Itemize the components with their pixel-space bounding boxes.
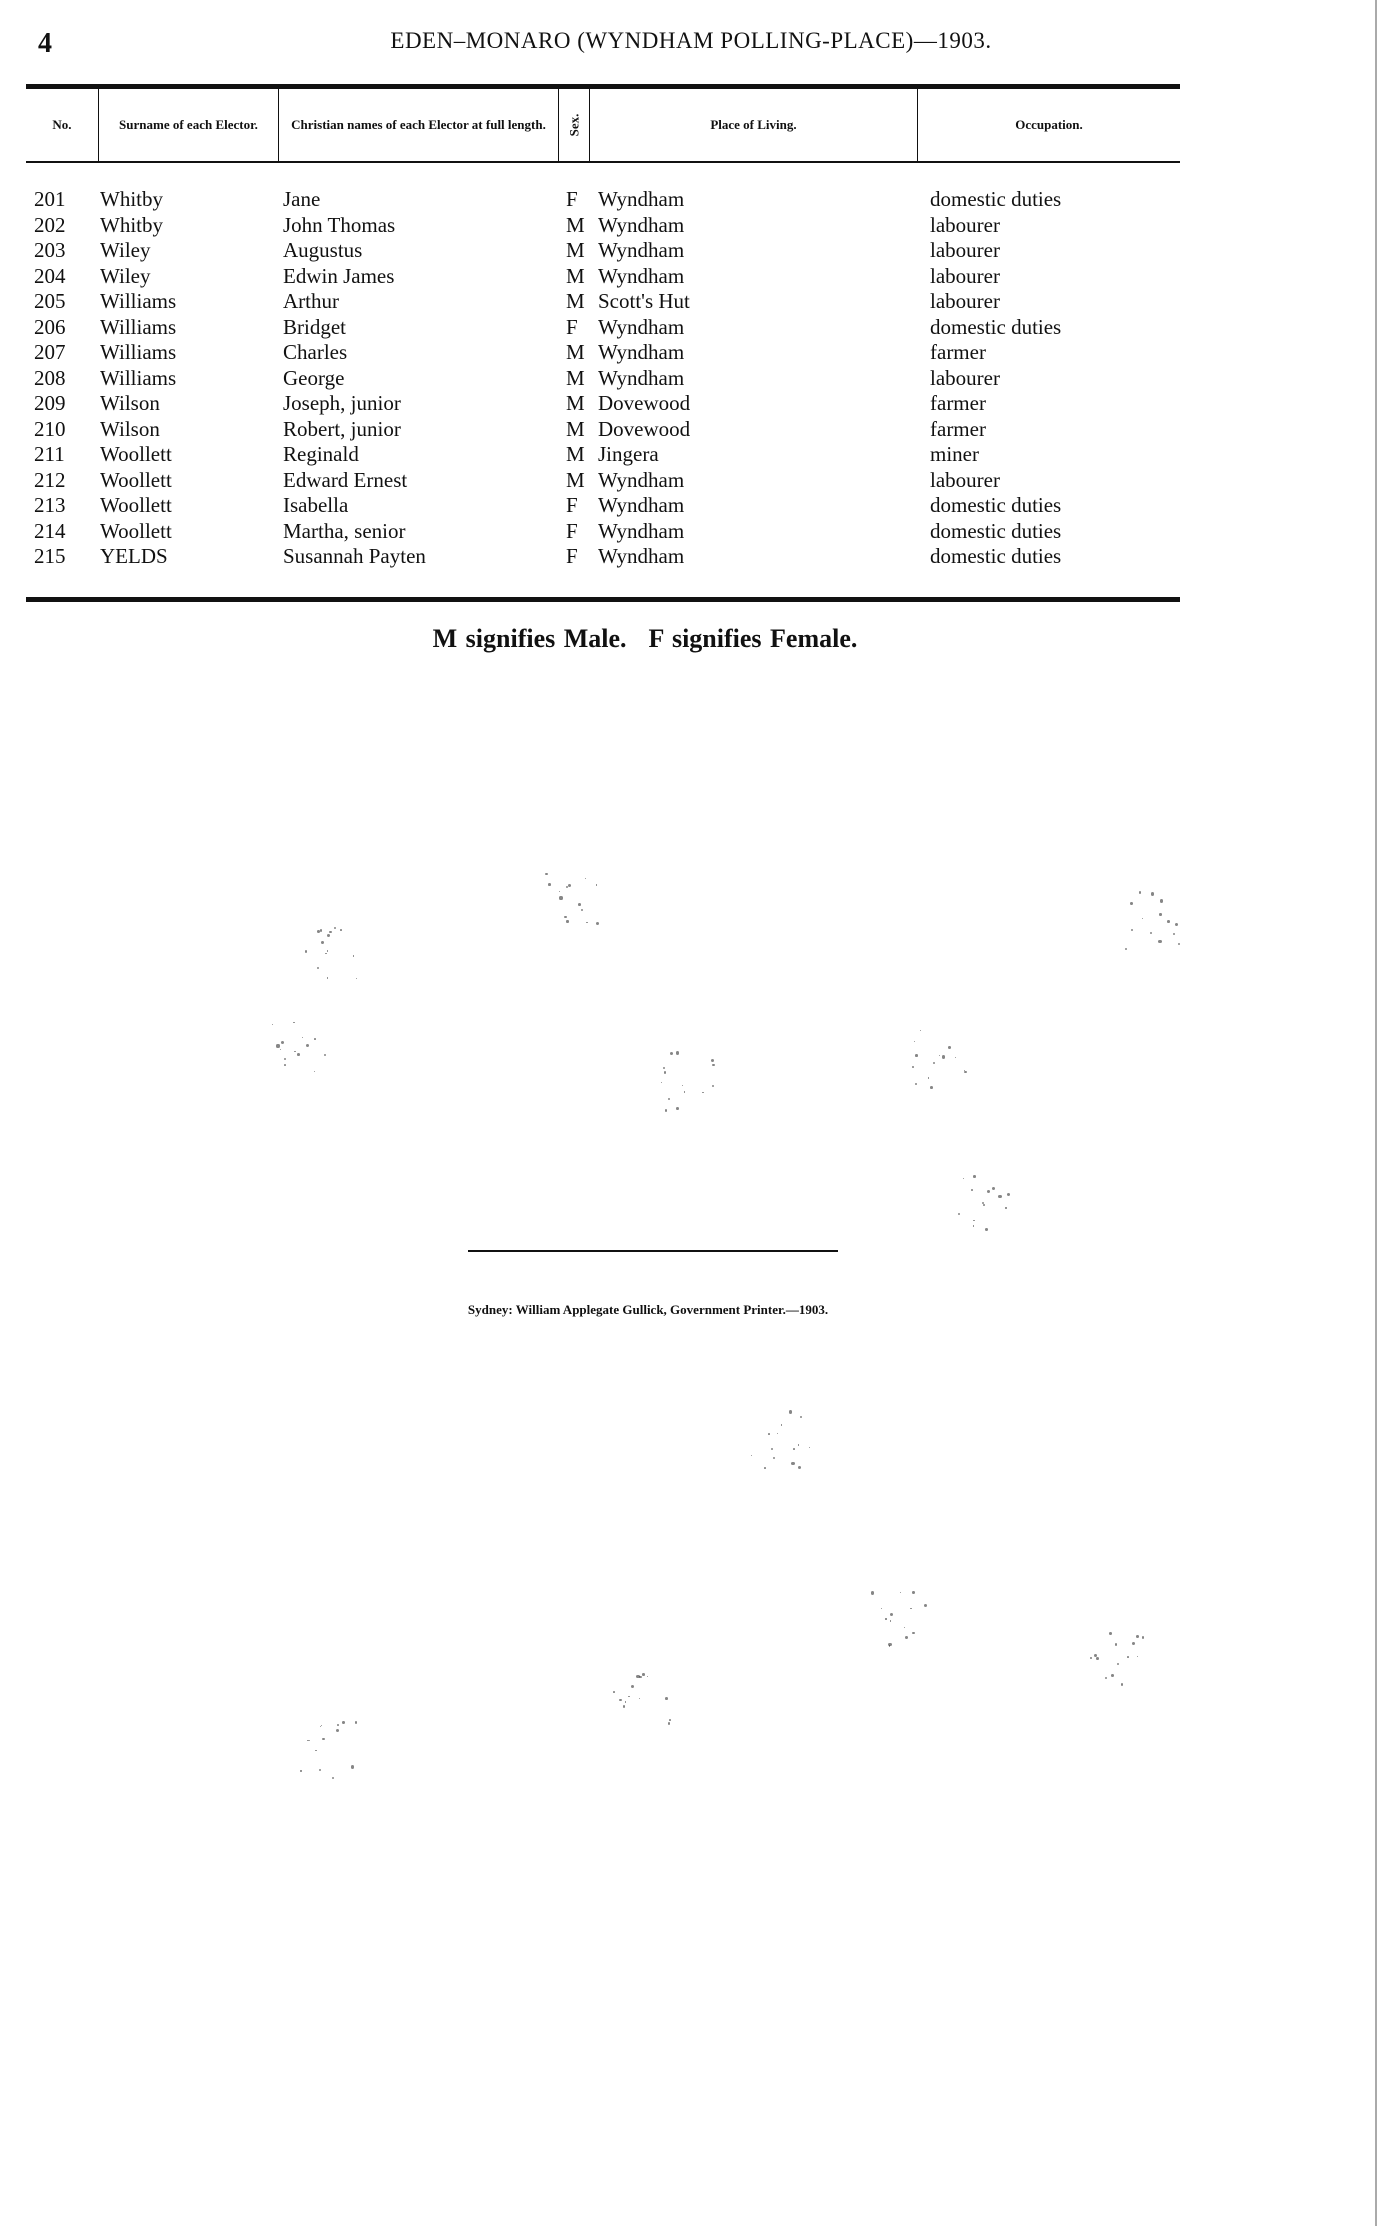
cell-christian: Martha, senior [283,518,406,543]
scan-speck [912,1591,915,1594]
scan-speck [336,1729,339,1732]
scan-speck [317,967,319,969]
cell-no: 207 [34,340,66,364]
cell-occupation: farmer [930,416,986,441]
scan-speck [1005,1207,1006,1208]
scan-speck [668,1098,670,1100]
scan-speck [596,884,597,885]
scan-speck [777,1433,778,1434]
scan-speck [791,1462,794,1465]
scan-speck [1090,1657,1092,1659]
cell-surname: Williams [100,365,177,390]
cell-christian: Augustus [283,238,363,262]
scan-speck [1158,940,1161,943]
scan-speck [912,1632,914,1634]
cell-no: 210 [34,416,66,441]
scan-speck [1175,923,1178,926]
scan-speck [973,1220,974,1221]
scan-speck [1173,933,1175,935]
scan-speck [914,1041,915,1042]
scan-speck [1094,1654,1097,1657]
cell-place: Jingera [598,442,659,466]
scan-speck [669,1719,671,1721]
scan-speck [351,1765,354,1768]
scan-speck [910,1608,911,1609]
scan-speck [1178,943,1180,945]
scan-speck [293,1022,295,1024]
scan-speck [566,920,568,922]
scan-speck [340,929,342,931]
cell-surname: Williams [100,340,177,364]
scan-speck [327,977,328,978]
cell-surname: Wiley [100,263,151,288]
cell-occupation: domestic duties [930,187,1062,211]
scan-speck [964,1071,966,1073]
scan-speck [1125,948,1127,950]
scan-speck [613,1691,615,1693]
scan-speck [684,1091,686,1093]
scan-speck [1160,899,1163,902]
cell-christian: Susannah Payten [283,544,426,568]
scan-speck [871,1591,874,1594]
scan-speck [963,1178,964,1179]
scan-speck [647,1676,648,1677]
cell-christian: George [283,365,345,390]
cell-christian: Edward Ernest [283,467,408,492]
page-title: EDEN–MONARO (WYNDHAM POLLING-PLACE)—1903. [390,28,992,53]
scan-speck [314,1071,315,1072]
cell-occupation: labourer [930,263,1000,288]
scan-speck [712,1064,715,1067]
cell-sex: M [566,289,585,313]
cell-place: Wyndham [598,544,685,568]
scan-speck [771,1448,773,1450]
cell-occupation: labourer [930,467,1000,492]
cell-sex: M [566,365,585,390]
scan-speck [912,1066,914,1068]
cell-place: Wyndham [598,187,685,211]
cell-surname: Williams [100,314,177,339]
cell-place: Wyndham [598,365,685,390]
scan-speck [642,1673,645,1676]
scan-speck [1150,932,1152,934]
scan-speck [284,1064,286,1066]
scan-speck [890,1620,891,1621]
cell-no: 201 [34,187,66,211]
cell-surname: Woollett [100,518,172,543]
cell-no: 209 [34,391,66,415]
cell-surname: Whitby [100,212,163,237]
scan-speck [924,1604,927,1607]
imprint-rule [468,1250,838,1252]
scan-speck [702,1092,703,1093]
scan-speck [559,891,560,892]
scan-speck [356,978,357,979]
scan-speck [324,1054,326,1056]
table-header [26,84,1180,163]
cell-place: Wyndham [598,493,685,517]
scan-speck [321,1725,322,1726]
scan-speck [639,1698,640,1699]
cell-place: Wyndham [598,518,685,543]
scan-speck [768,1433,770,1435]
scan-speck [904,1627,906,1629]
scan-speck [987,1190,990,1193]
cell-surname: Woollett [100,493,172,517]
scan-speck [586,922,588,924]
cell-surname: Wiley [100,238,151,262]
scan-speck [320,1726,321,1727]
scan-speck [800,1416,802,1418]
scan-speck [663,1067,665,1069]
scan-speck [798,1466,801,1469]
page-number: 4 [38,28,52,59]
cell-occupation: farmer [930,340,986,364]
cell-place: Wyndham [598,314,685,339]
cell-place: Scott's Hut [598,289,690,313]
cell-place: Dovewood [598,391,691,415]
scan-speck [1151,892,1154,895]
scan-speck [668,1722,671,1725]
scan-speck [1139,891,1141,893]
scan-speck [773,1457,775,1459]
legend-female: F signifies Female. [648,624,858,653]
scan-speck [682,1085,683,1086]
scan-speck [639,1676,642,1679]
scan-speck [319,1769,321,1771]
scan-speck [939,1055,940,1056]
cell-no: 204 [34,263,66,288]
cell-surname: Woollett [100,467,172,492]
cell-sex: M [566,467,585,492]
cell-sex: F [566,544,578,568]
cell-sex: M [566,416,585,441]
scan-speck [973,1225,974,1226]
scan-speck [664,1071,666,1073]
cell-sex: M [566,442,585,466]
scan-speck [676,1051,679,1054]
cell-place: Wyndham [598,340,685,364]
scan-speck [1167,920,1170,923]
cell-no: 214 [34,518,66,543]
cell-sex: F [566,314,578,339]
scan-speck [798,1444,799,1445]
scan-speck [325,953,326,954]
scan-speck [973,1175,976,1178]
scan-speck [661,1082,662,1083]
scan-speck [881,1608,882,1609]
scan-speck [306,1044,309,1047]
scan-speck [320,929,322,931]
cell-occupation: domestic duties [930,544,1062,568]
scan-speck [998,1195,1001,1198]
header-sex-label: Sex. [566,113,581,137]
scan-speck [272,1024,274,1026]
scan-speck [625,1701,627,1703]
scan-speck [1159,913,1161,915]
scan-speck [670,1052,673,1055]
legend-male: M signifies Male. [432,624,627,653]
scan-speck [353,955,354,956]
cell-occupation: miner [930,442,979,466]
cell-surname: Wilson [100,391,160,415]
cell-christian: Jane [283,187,321,211]
scan-speck [334,927,336,929]
scan-speck [564,916,567,919]
header-no: No. [26,89,99,161]
scan-speck [933,1062,935,1064]
scan-speck [322,1738,325,1741]
printer-imprint: Sydney: William Applegate Gullick, Government Printer.—1903. [467,1302,829,1317]
scan-speck [1007,1193,1010,1196]
scan-edge [1375,0,1377,2226]
cell-place: Wyndham [598,212,685,237]
cell-place: Wyndham [598,238,685,262]
cell-occupation: domestic duties [930,314,1062,339]
scan-speck [809,1447,810,1448]
scan-speck [284,1058,286,1060]
scan-speck [1131,929,1133,931]
table-bottom-rule [26,597,1180,602]
cell-no: 211 [34,442,65,466]
cell-sex: M [566,391,585,415]
scan-speck [928,1077,930,1079]
scan-speck [793,1448,795,1450]
cell-occupation: farmer [930,391,986,415]
scan-speck [751,1455,752,1456]
cell-surname: Whitby [100,187,163,211]
cell-christian: John Thomas [283,212,396,237]
cell-christian: Joseph, junior [283,391,401,415]
cell-surname: Williams [100,289,177,313]
scan-speck [619,1699,621,1701]
scan-speck [596,922,599,925]
scan-speck [885,1618,886,1619]
scan-speck [983,1204,985,1206]
scan-speck [302,1037,303,1038]
scan-speck [930,1086,933,1089]
header-sex [559,89,590,161]
scan-speck [1136,1635,1139,1638]
scan-speck [342,1721,345,1724]
scan-speck [1142,1636,1144,1638]
scan-speck [314,1038,316,1040]
scan-speck [1127,1656,1129,1658]
scan-speck [628,1696,629,1697]
scan-speck [568,884,571,887]
scan-speck [1115,1643,1117,1645]
scan-speck [548,883,551,886]
cell-christian: Edwin James [283,263,395,288]
scan-speck [329,931,331,933]
cell-surname: Wilson [100,416,160,441]
scan-speck [1096,1657,1099,1660]
scan-speck [276,1044,279,1047]
scan-speck [942,1055,945,1058]
scan-speck [1132,1642,1135,1645]
scan-speck [676,1107,679,1110]
header-place: Place of Living. [590,89,918,161]
scan-speck [1111,1674,1114,1677]
cell-no: 208 [34,365,66,390]
cell-christian: Reginald [283,442,359,466]
scan-speck [545,873,547,875]
scan-speck [764,1467,766,1469]
scan-speck [297,1053,300,1056]
scan-speck [665,1697,668,1700]
cell-place: Wyndham [598,263,685,288]
scan-speck [1117,1663,1119,1665]
cell-sex: F [566,493,578,517]
scan-speck [623,1705,625,1707]
scan-speck [920,1030,921,1031]
scan-speck [915,1083,917,1085]
cell-occupation: labourer [930,289,1000,313]
cell-christian: Bridget [283,314,346,339]
scan-speck [915,1054,918,1057]
cell-sex: M [566,340,585,364]
scan-speck [300,1770,301,1771]
cell-sex: M [566,238,585,262]
scan-speck [631,1685,634,1688]
scan-speck [958,1213,960,1215]
scan-speck [327,934,330,937]
scan-speck [890,1613,893,1616]
scan-speck [1130,902,1133,905]
cell-no: 205 [34,289,66,313]
scan-speck [315,1750,316,1751]
sex-legend [0,624,1290,654]
cell-christian: Robert, junior [283,416,401,441]
cell-christian: Isabella [283,493,349,517]
scan-speck [321,941,324,944]
scan-speck [1105,1677,1107,1679]
scan-speck [559,896,562,899]
cell-sex: M [566,263,585,288]
scan-speck [971,1189,973,1191]
scan-speck [1121,1683,1123,1685]
cell-no: 213 [34,493,66,517]
header-surname: Surname of each Elector. [99,89,279,161]
cell-no: 203 [34,238,66,262]
scan-speck [1137,1656,1138,1657]
cell-occupation: labourer [930,212,1000,237]
scan-speck [305,950,308,953]
scan-speck [585,878,587,880]
cell-no: 212 [34,467,66,492]
scan-speck [332,1777,334,1779]
scan-speck [355,1721,357,1723]
scan-speck [337,1724,339,1726]
scan-speck [955,1057,956,1058]
cell-sex: F [566,187,578,211]
scan-speck [581,909,583,911]
scan-speck [294,1051,296,1053]
scan-speck [900,1592,901,1593]
cell-surname: Woollett [100,442,172,466]
scan-speck [905,1636,908,1639]
cell-christian: Charles [283,340,348,364]
scan-speck [1142,918,1143,919]
cell-no: 206 [34,314,66,339]
scan-speck [781,1424,782,1425]
scan-speck [985,1228,988,1231]
cell-no: 202 [34,212,66,237]
cell-occupation: labourer [930,238,1000,262]
scan-speck [578,903,581,906]
scan-speck [948,1046,951,1049]
scan-speck [280,1049,281,1050]
scan-speck [711,1059,714,1062]
scan-speck [281,1041,284,1044]
scan-speck [327,950,329,952]
cell-place: Dovewood [598,416,691,441]
scan-speck [992,1187,995,1190]
scan-speck [712,1085,714,1087]
cell-occupation: labourer [930,365,1000,390]
cell-christian: Arthur [283,289,339,313]
header-christian-names: Christian names of each Elector at full length. [279,89,559,161]
cell-occupation: domestic duties [930,493,1062,517]
cell-occupation: domestic duties [930,518,1062,543]
scan-speck [789,1410,792,1413]
header-occupation: Occupation. [1015,117,1083,132]
scan-speck [1109,1632,1112,1635]
scan-speck [309,1740,310,1741]
cell-no: 215 [34,544,66,568]
cell-surname: YELDS [100,544,168,568]
cell-sex: M [566,212,585,237]
cell-place: Wyndham [598,467,685,492]
cell-sex: F [566,518,578,543]
scan-speck [665,1109,667,1111]
